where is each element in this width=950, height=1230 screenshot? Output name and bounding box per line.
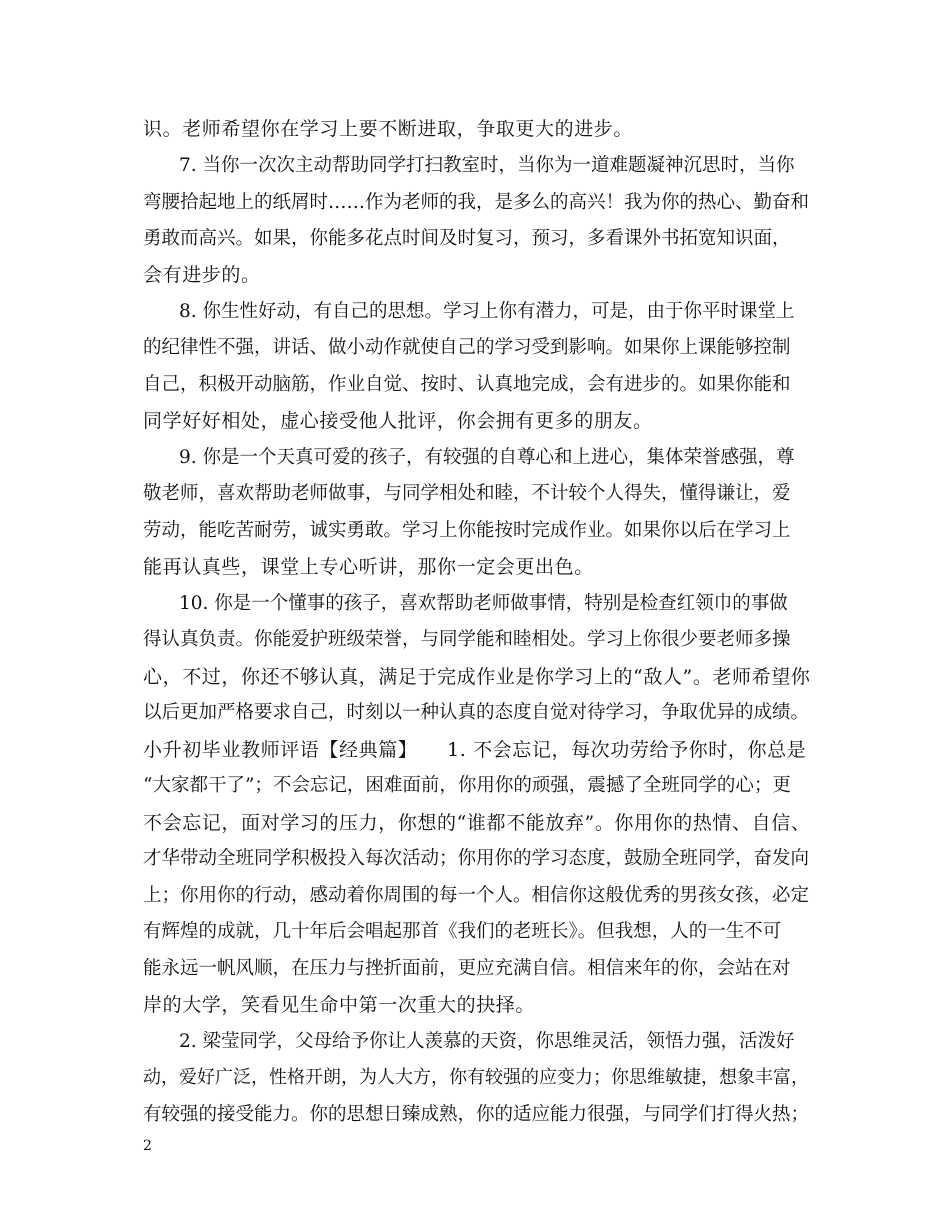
text-line: “大家都干了”；不会忘记，困难面前，你用你的顽强，震撼了全班同学的心；更 bbox=[143, 775, 791, 796]
text-line: 岸的大学，笑看见生命中第一次重大的抉择。 bbox=[143, 994, 536, 1016]
text-line: 的纪律性不强，讲话、做小动作就使自己的学习受到影响。如果你上课能够控制 bbox=[143, 337, 791, 358]
text-line: 7. 当你一次次主动帮助同学打扫教室时，当你为一道难题凝神沉思时，当你 bbox=[179, 155, 795, 176]
text-line: 劳动，能吃苦耐劳，诚实勇敢。学习上你能按时完成作业。如果你以后在学习上 bbox=[143, 520, 791, 541]
text-line: 动，爱好广泛，性格开朗，为人大方，你有较强的应变力；你思维敏捷，想象丰富， bbox=[143, 1067, 809, 1088]
text-line: 自己，积极开动脑筋，作业自觉、按时、认真地完成，会有进步的。如果你能和 bbox=[143, 374, 791, 395]
text-line: 弯腰拾起地上的纸屑时……作为老师的我，是多么的高兴！我为你的热心、勤奋和 bbox=[143, 192, 810, 213]
text-line: 同学好好相处，虚心接受他人批评，你会拥有更多的朋友。 bbox=[143, 410, 653, 432]
text-line: 10. 你是一个懂事的孩子，喜欢帮助老师做事情，特别是检查红领巾的事做 bbox=[179, 593, 788, 614]
page-number: 2 bbox=[143, 1138, 152, 1154]
text-line: 以后更加严格要求自己，时刻以一种认真的态度自觉对待学习，争取优异的成绩。 bbox=[143, 702, 810, 723]
text-line: 勇敢而高兴。如果，你能多花点时间及时复习，预习，多看课外书拓宽知识面， bbox=[143, 228, 791, 249]
text-line: 有较强的接受能力。你的思想日臻成熟，你的适应能力很强，与同学们打得火热； bbox=[143, 1104, 810, 1125]
text-line: 识。老师希望你在学习上要不断进取，争取更大的进步。 bbox=[143, 118, 634, 140]
text-line: 9. 你是一个天真可爱的孩子，有较强的自尊心和上进心，集体荣誉感强，尊 bbox=[179, 447, 795, 468]
text-line: 敬老师，喜欢帮助老师做事，与同学相处和睦，不计较个人得失，懂得谦让，爱 bbox=[143, 483, 791, 504]
text-line: 会有进步的。 bbox=[143, 264, 261, 286]
text-line: 能再认真些，课堂上专心听讲，那你一定会更出色。 bbox=[143, 556, 594, 578]
text-line: 才华带动全班同学积极投入每次活动；你用你的学习态度，鼓励全班同学，奋发向 bbox=[143, 848, 810, 869]
section-heading-line: 小升初毕业教师评语【经典篇】 1. 不会忘记，每次功劳给予你时，你总是 bbox=[143, 739, 807, 761]
text-line: 能永远一帆风顺，在压力与挫折面前，更应充满自信。相信来年的你，会站在对 bbox=[143, 958, 791, 979]
text-line: 心，不过，你还不够认真，满足于完成作业是你学习上的“敌人”。老师希望你 bbox=[143, 666, 811, 688]
text-line: 得认真负责。你能爱护班级荣誉，与同学能和睦相处。学习上你很少要老师多操 bbox=[143, 629, 791, 650]
text-line: 有辉煌的成就，几十年后会唱起那首《我们的老班长》。但我想，人的一生不可 bbox=[143, 921, 782, 942]
text-line: 上；你用你的行动，感动着你周围的每一个人。相信你这般优秀的男孩女孩，必定 bbox=[143, 885, 810, 906]
text-line: 2. 梁莹同学，父母给予你让人羡慕的天资，你思维灵活，领悟力强，活泼好 bbox=[179, 1031, 795, 1052]
text-line: 8. 你生性好动，有自己的思想。学习上你有潜力，可是，由于你平时课堂上 bbox=[179, 301, 795, 322]
text-line: 不会忘记，面对学习的压力，你想的“谁都不能放弃”。你用你的热情、自信、 bbox=[143, 812, 811, 834]
